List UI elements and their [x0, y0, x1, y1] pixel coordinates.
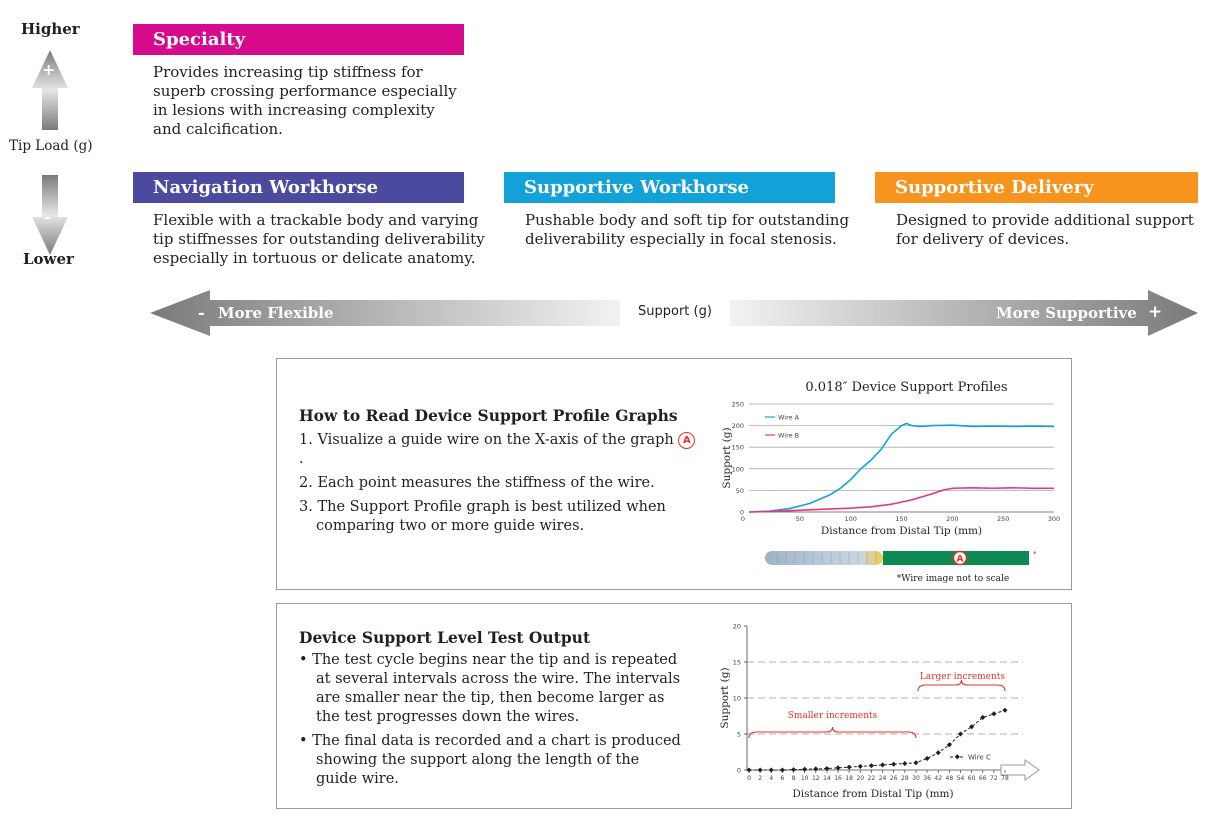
chart2-xlabel: Distance from Distal Tip (mm)	[792, 788, 954, 800]
x-tick-label: 36	[923, 775, 931, 782]
more-supportive-label: More Supportive	[996, 304, 1137, 322]
x-tick-label: 60	[967, 775, 976, 782]
data-point	[891, 762, 896, 767]
panel1-text	[299, 406, 699, 536]
x-tick-label: 2	[758, 775, 763, 782]
x-tick-label: 54	[956, 775, 965, 782]
legend-label: Wire A	[778, 413, 800, 422]
y-tick-label: 20	[732, 622, 741, 631]
panel1-step-2: 2. Each point measures the stiffness of the wire.	[299, 475, 655, 491]
data-point	[802, 767, 807, 772]
chart1-xlabel: Distance from Distal Tip (mm)	[820, 525, 983, 537]
data-point	[869, 763, 874, 768]
y-tick-label: 50	[735, 486, 744, 495]
legend-label: Wire B	[778, 431, 800, 440]
legend-label: Wire C	[968, 753, 991, 762]
x-tick-label: 12	[811, 775, 820, 782]
wire-star: *	[1033, 550, 1037, 558]
x-tick-label: 50	[795, 515, 804, 523]
data-point	[902, 761, 907, 766]
supportive-workhorse-description: Pushable body and soft tip for outstanding deliverability especially in focal stenosis.	[525, 211, 850, 248]
more-flexible-label: More Flexible	[218, 304, 334, 322]
support-level-panel	[276, 603, 1072, 809]
data-point	[936, 750, 941, 755]
x-tick-label: 30	[912, 775, 920, 782]
x-tick-label: 16	[834, 775, 842, 782]
data-point	[925, 756, 930, 761]
panel2-bullet-2: • The final data is recorded and a chart is produced showing the support along the length of the guide wire.	[299, 733, 681, 787]
support-level-chart	[707, 614, 1069, 804]
panel1-step-1: 1. Visualize a guide wire on the X-axis of the graph A.	[299, 431, 699, 469]
x-tick-label: 100	[844, 515, 857, 523]
tip-load-minus: -	[44, 207, 51, 226]
specialty-description: Provides increasing tip stiffness for superb crossing performance especially in lesions with increasing complexity and calcification.	[153, 63, 457, 138]
tip-load-lower-label: Lower	[23, 250, 74, 268]
supportive-workhorse-header: Supportive Workhorse	[504, 172, 835, 203]
navigation-workhorse-description: Flexible with a trackable body and varying tip stiffnesses for outstanding deliverability especially in tortuous or delicate anatomy.	[153, 211, 485, 267]
marker-a-icon: A	[678, 432, 695, 449]
x-tick-label: 150	[895, 515, 908, 523]
data-point	[769, 767, 774, 772]
support-axis-label: Support (g)	[638, 304, 712, 319]
data-point	[791, 767, 796, 772]
smaller-increments-label: Smaller increments	[787, 711, 878, 721]
y-tick-label: 150	[731, 443, 744, 452]
wire-marker-a-label: A	[956, 554, 964, 565]
tip-load-plus: +	[42, 60, 56, 79]
data-point	[858, 764, 863, 769]
data-point	[758, 767, 763, 772]
x-tick-label: 20	[856, 775, 865, 782]
x-tick-label: 8	[791, 775, 796, 782]
y-tick-label: 0	[739, 508, 744, 517]
x-tick-label: 42	[934, 775, 943, 782]
data-point	[847, 765, 852, 770]
x-tick-label: 200	[946, 515, 959, 523]
supportive-delivery-header: Supportive Delivery	[875, 172, 1198, 203]
specialty-header: Specialty	[133, 24, 464, 55]
x-tick-label: 6	[780, 775, 785, 782]
navigation-workhorse-header: Navigation Workhorse	[133, 172, 464, 203]
tip-load-axis-label: Tip Load (g)	[9, 138, 93, 154]
data-point	[991, 711, 996, 716]
panel2-text	[299, 628, 699, 789]
panel2-bullet-1: • The test cycle begins near the tip and is repeated at several intervals across the wire. The intervals are smaller near the tip, then become larger as the test progresses down the wires.	[299, 652, 681, 725]
data-point	[913, 760, 918, 765]
x-tick-label: 10	[800, 775, 809, 782]
data-point	[813, 766, 818, 771]
panel1-heading: How to Read Device Support Profile Graphs	[299, 406, 678, 425]
y-tick-label: 5	[736, 730, 741, 739]
x-tick-label: 250	[996, 515, 1010, 523]
wire-scale-note: *Wire image not to scale	[896, 574, 1010, 584]
y-tick-label: 15	[732, 658, 741, 667]
x-tick-label: 4	[769, 775, 774, 782]
chart1-title: 0.018″ Device Support Profiles	[805, 380, 1008, 395]
legend-marker	[955, 754, 960, 759]
data-point	[1002, 708, 1007, 713]
panel1-step-3: 3. The Support Profile graph is best utilized when comparing two or more guide wires.	[299, 499, 666, 534]
support-profile-panel	[276, 358, 1072, 590]
data-point	[880, 762, 885, 767]
support-profile-chart	[707, 369, 1067, 589]
series-line-wire-b	[749, 488, 1054, 512]
smaller-increments-brace-icon	[749, 727, 916, 738]
chart1-ylabel: Support (g)	[721, 427, 733, 489]
larger-increments-label: Larger increments	[919, 672, 1006, 682]
y-tick-label: 250	[731, 400, 744, 409]
more-supportive-sign: +	[1148, 302, 1163, 322]
more-flexible-sign: -	[198, 303, 205, 322]
y-tick-label: 10	[732, 694, 741, 703]
x-tick-label: 48	[945, 775, 954, 782]
x-tick-label: 28	[901, 775, 909, 782]
data-point	[780, 767, 785, 772]
x-tick-label: 0	[747, 775, 751, 782]
x-tick-label: 0	[740, 515, 746, 523]
wire-tip-coil	[765, 551, 883, 565]
x-tick-label: 22	[867, 775, 876, 782]
supportive-delivery-description: Designed to provide additional support for delivery of devices.	[896, 211, 1194, 248]
x-tick-label: 24	[878, 775, 887, 782]
panel2-heading: Device Support Level Test Output	[299, 628, 591, 647]
x-tick-label: 66	[978, 775, 987, 782]
y-tick-label: 0	[736, 766, 741, 775]
x-tick-label: 78	[1001, 775, 1009, 782]
x-tick-label: 26	[889, 775, 898, 782]
y-tick-label: 100	[731, 465, 744, 474]
wire-image	[765, 551, 1029, 565]
x-tick-label: 72	[990, 775, 998, 782]
x-tick-label: 14	[823, 775, 831, 782]
x-tick-label: 18	[845, 775, 853, 782]
tip-load-higher-label: Higher	[21, 20, 80, 38]
y-tick-label: 200	[731, 422, 744, 431]
x-tick-label: 300	[1047, 515, 1061, 523]
chart2-ylabel: Support (g)	[719, 667, 731, 729]
data-point	[958, 731, 963, 736]
